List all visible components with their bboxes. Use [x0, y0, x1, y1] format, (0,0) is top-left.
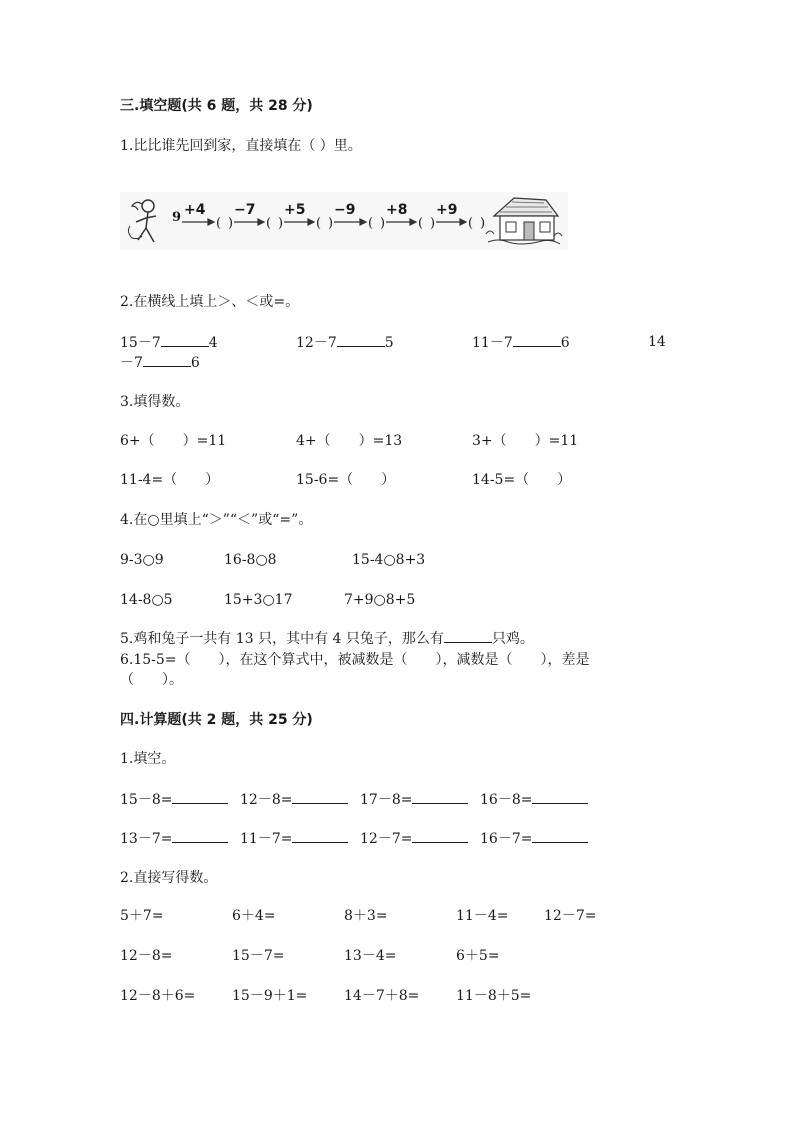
q3-row-2 — [120, 470, 620, 490]
q3-item: 3+（ ）=11 — [472, 433, 579, 449]
calc-item: 15－8= — [120, 789, 228, 810]
blank-4-close: ) — [380, 216, 386, 231]
house-illustration — [484, 194, 564, 248]
answer-line[interactable] — [513, 332, 561, 347]
q3-item: 15-6=（ ） — [296, 472, 396, 488]
s4-q1-prompt: 1.填空。 — [120, 751, 176, 767]
answer-line[interactable] — [412, 828, 468, 843]
answer-line[interactable] — [161, 332, 209, 347]
race-strip — [120, 192, 568, 250]
answer-line[interactable] — [172, 828, 228, 843]
answer-line[interactable] — [172, 789, 228, 804]
q3-prompt: 3.填得数。 — [120, 394, 190, 410]
calc-item: 12－8＋6= — [120, 988, 196, 1004]
q2-item-3: 11－7 6 — [472, 332, 570, 353]
answer-line[interactable] — [292, 828, 348, 843]
q2-item-4-start: 14 — [648, 334, 666, 350]
calc-item: 16－8= — [480, 789, 588, 810]
q6-line-1: 6.15-5=（ ），在这个算式中，被减数是（ ），减数是（ ），差是 — [120, 652, 590, 668]
s4-q2-row-2 — [120, 946, 620, 966]
step-6: +9 — [436, 202, 458, 218]
blank-1-close: ) — [228, 216, 234, 231]
girl-running-illustration — [124, 196, 164, 248]
calc-item: 8＋3= — [344, 908, 388, 924]
blank-6-close: ) — [480, 216, 486, 231]
start-number: 9 — [172, 210, 182, 225]
calc-item: 15－9＋1= — [232, 988, 308, 1004]
calc-item: 6＋5= — [456, 948, 500, 964]
step-1: +4 — [184, 202, 206, 218]
blank-3: ( — [316, 216, 322, 231]
q2-item-4-rest: －7 6 — [120, 352, 200, 373]
answer-line[interactable] — [444, 628, 492, 643]
calc-item: 15－7= — [232, 948, 285, 964]
q4-item: 15+3○17 — [224, 592, 293, 608]
s4-q2-row-1 — [120, 906, 620, 926]
q4-prompt: 4.在○里填上“＞”“＜”或“=”。 — [120, 512, 313, 528]
s4-q1-row-1 — [120, 789, 600, 809]
blank-2-close: ) — [278, 216, 284, 231]
calc-item: 13－7= — [120, 828, 228, 849]
q2-prompt: 2.在横线上填上＞、＜或=。 — [120, 294, 300, 310]
q4-item: 9-3○9 — [120, 552, 164, 568]
blank-5-close: ) — [430, 216, 436, 231]
answer-line[interactable] — [412, 789, 468, 804]
section4-heading: 四.计算题(共 2 题，共 25 分) — [120, 712, 313, 728]
q4-row-1 — [120, 550, 520, 570]
calc-item: 12－7= — [360, 828, 468, 849]
q4-item: 16-8○8 — [224, 552, 277, 568]
blank-2: ( — [266, 216, 272, 231]
q2-row-1 — [120, 332, 680, 352]
q3-item: 14-5=（ ） — [472, 472, 572, 488]
q3-item: 6+（ ）=11 — [120, 433, 227, 449]
step-5: +8 — [386, 202, 408, 218]
calc-item: 14－7＋8= — [344, 988, 420, 1004]
step-2: −7 — [234, 202, 256, 218]
q4-row-2 — [120, 590, 520, 610]
q1-prompt: 1.比比谁先回到家，直接填在（ ）里。 — [120, 138, 362, 154]
blank-1: ( — [216, 216, 222, 231]
section3-heading: 三.填空题(共 6 题，共 28 分) — [120, 98, 313, 114]
calc-item: 13－4= — [344, 948, 397, 964]
calc-item: 11－8＋5= — [456, 988, 532, 1004]
q2-item-1: 15－7 4 — [120, 332, 218, 353]
q2-item-2: 12－7 5 — [296, 332, 394, 353]
calc-item: 6＋4= — [232, 908, 276, 924]
s4-q2-prompt: 2.直接写得数。 — [120, 870, 218, 886]
q3-item: 11-4=（ ） — [120, 472, 220, 488]
answer-line[interactable] — [143, 352, 191, 367]
answer-line[interactable] — [532, 789, 588, 804]
blank-6: ( — [468, 216, 474, 231]
calc-item: 5＋7= — [120, 908, 164, 924]
calc-item: 11－4= — [456, 908, 509, 924]
blank-5: ( — [418, 216, 424, 231]
calc-item: 12－8= — [120, 948, 173, 964]
answer-line[interactable] — [532, 828, 588, 843]
calc-item: 16－7= — [480, 828, 588, 849]
blank-4: ( — [368, 216, 374, 231]
q4-item: 14-8○5 — [120, 592, 173, 608]
q5-text: 5.鸡和兔子一共有 13 只，其中有 4 只兔子，那么有 只鸡。 — [120, 628, 534, 649]
step-3: +5 — [284, 202, 306, 218]
answer-line[interactable] — [292, 789, 348, 804]
s4-q2-row-3 — [120, 986, 620, 1006]
answer-line[interactable] — [337, 332, 385, 347]
blank-3-close: ) — [328, 216, 334, 231]
s4-q1-row-2 — [120, 828, 600, 848]
q4-item: 7+9○8+5 — [344, 592, 416, 608]
calc-item: 12－8= — [240, 789, 348, 810]
q3-item: 4+（ ）=13 — [296, 433, 403, 449]
calc-item: 12－7= — [544, 908, 597, 924]
q4-item: 15-4○8+3 — [352, 552, 426, 568]
calc-item: 17－8= — [360, 789, 468, 810]
q6-line-2: （ ）。 — [120, 672, 183, 688]
step-4: −9 — [334, 202, 356, 218]
q3-row-1 — [120, 431, 620, 451]
calc-item: 11－7= — [240, 828, 348, 849]
